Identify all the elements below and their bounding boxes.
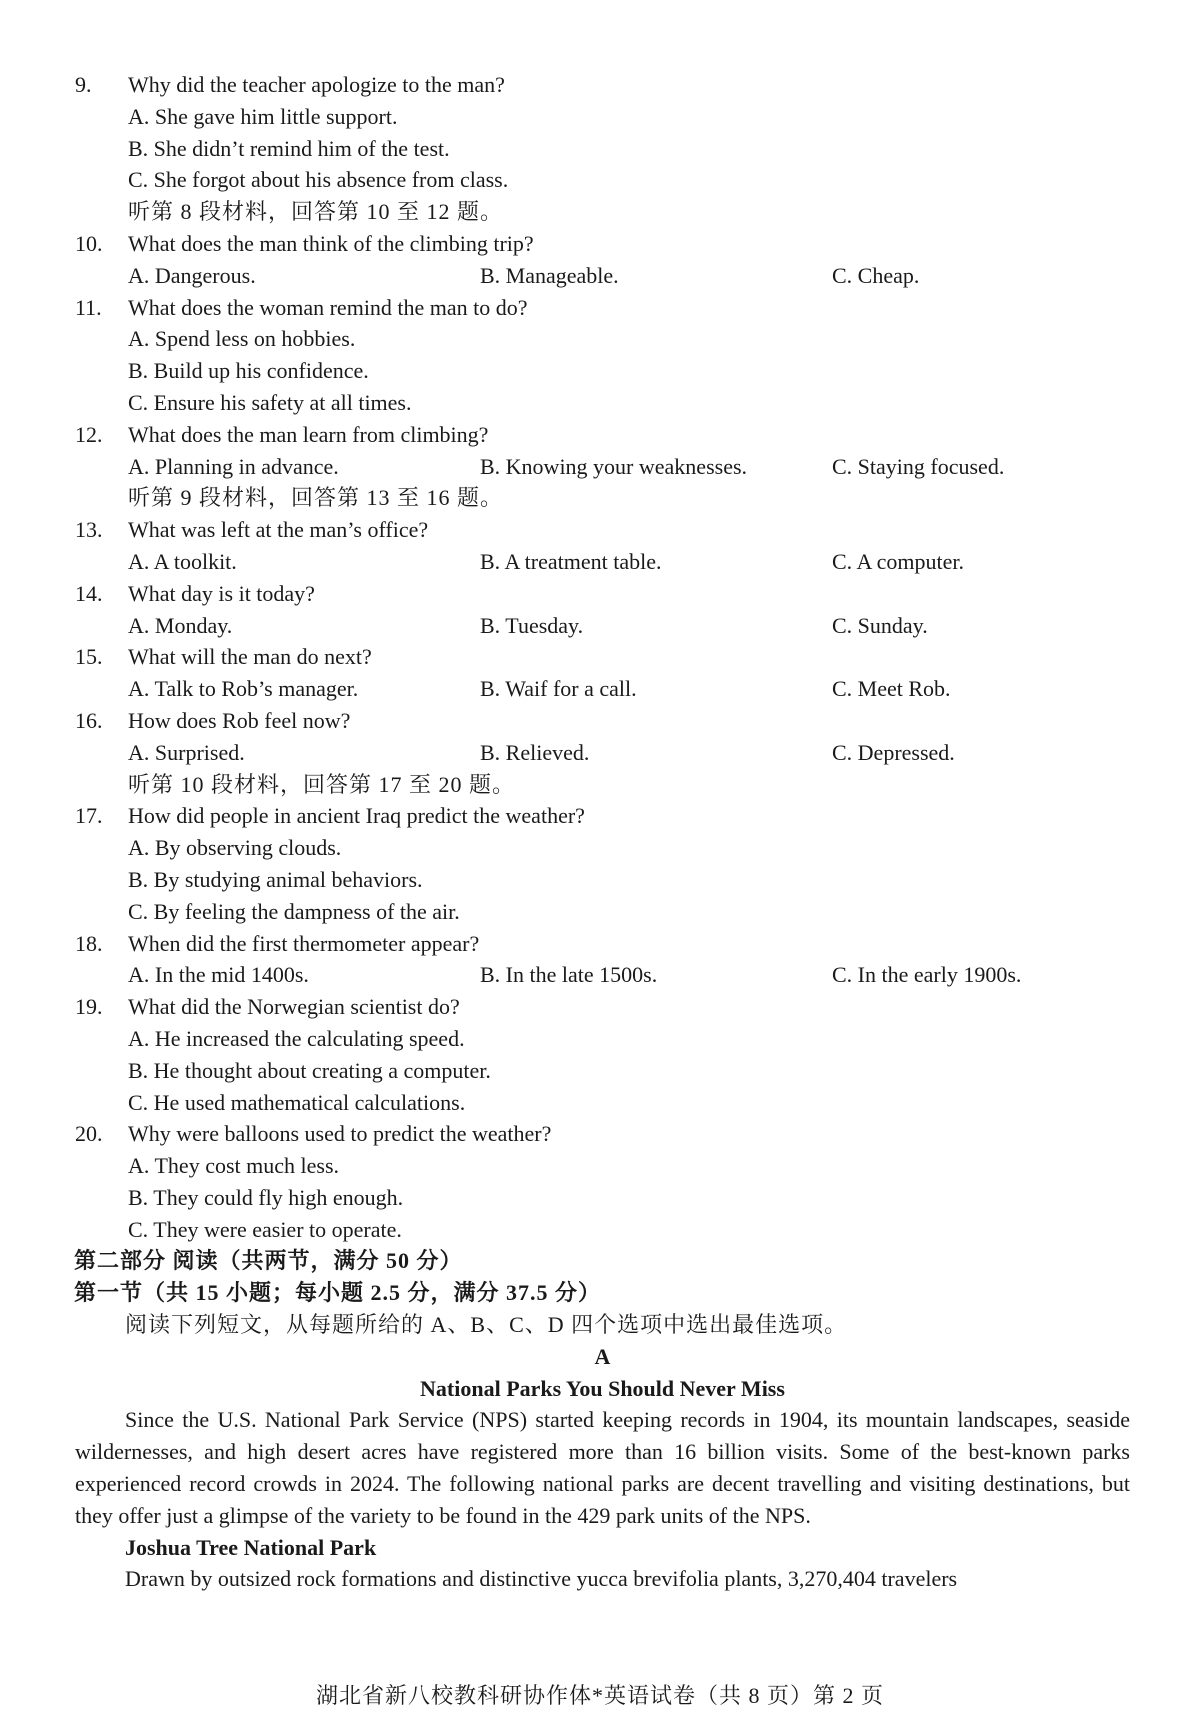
option-b: B. Tuesday. — [480, 612, 584, 638]
question-number: 17. — [75, 803, 103, 829]
segment-8-instruction: 听第 8 段材料，回答第 10 至 12 题。 — [128, 199, 504, 225]
segment-9-instruction: 听第 9 段材料，回答第 13 至 16 题。 — [128, 485, 504, 511]
question-number: 18. — [75, 930, 103, 956]
option-a: A. Surprised. — [128, 739, 245, 765]
question-stem: What does the man think of the climbing trip? — [128, 230, 534, 256]
options-row — [128, 959, 1130, 991]
option-c: C. In the early 1900s. — [832, 962, 1022, 988]
question-number: 13. — [75, 517, 103, 543]
question-stem: What did the Norwegian scientist do? — [128, 994, 460, 1020]
options-row — [128, 610, 1130, 642]
option-b: B. Relieved. — [480, 739, 590, 765]
question-stem: What was left at the man’s office? — [128, 517, 429, 543]
option-a: A. Monday. — [128, 612, 233, 638]
option-a: A. By observing clouds. — [128, 835, 342, 861]
option-a: A. They cost much less. — [128, 1153, 340, 1179]
question-12 — [75, 419, 1130, 483]
options-row — [128, 546, 1130, 578]
question-stem: How does Rob feel now? — [128, 707, 351, 733]
option-a: A. He increased the calculating speed. — [128, 1025, 465, 1051]
question-13 — [75, 514, 1130, 578]
option-b: B. By studying animal behaviors. — [128, 866, 423, 892]
question-17 — [75, 800, 1130, 927]
option-c: C. She forgot about his absence from class. — [128, 167, 509, 193]
passage-paragraph-1: Since the U.S. National Park Service (NPS) started keeping records in 1904, its mountain landscapes, seaside wildernesses, and high desert acres have registered more than 16 billion visits. Some of the best-known parks experienced record crowds in 2024. The following national parks are decent travelling and visiting destinations, but they offer just a glimpse of the variety to be found in the 429 park units of the NPS. — [75, 1407, 1130, 1528]
question-stem: What does the man learn from climbing? — [128, 421, 489, 447]
page-content — [75, 69, 1130, 1595]
question-stem: How did people in ancient Iraq predict the weather? — [128, 803, 585, 829]
segment-10-instruction: 听第 10 段材料，回答第 17 至 20 题。 — [128, 771, 516, 797]
option-a: A. Planning in advance. — [128, 453, 339, 479]
question-18 — [75, 928, 1130, 992]
question-10 — [75, 228, 1130, 292]
question-20 — [75, 1118, 1130, 1245]
option-b: B. In the late 1500s. — [480, 962, 658, 988]
option-c: C. A computer. — [832, 548, 964, 574]
option-c: C. Meet Rob. — [832, 676, 951, 702]
question-19 — [75, 991, 1130, 1118]
option-c: C. He used mathematical calculations. — [128, 1089, 466, 1115]
question-number: 19. — [75, 994, 103, 1020]
option-a: A. In the mid 1400s. — [128, 962, 309, 988]
question-stem: Why were balloons used to predict the weather? — [128, 1121, 552, 1147]
option-c: C. Depressed. — [832, 739, 955, 765]
page-footer: 湖北省新八校教科研协作体*英语试卷（共 8 页）第 2 页 — [315, 1683, 884, 1708]
option-b: B. Manageable. — [480, 262, 619, 288]
passage-title: National Parks You Should Never Miss — [420, 1375, 785, 1401]
question-number: 16. — [75, 707, 103, 733]
question-stem: What will the man do next? — [128, 644, 372, 670]
question-15 — [75, 641, 1130, 705]
question-number: 12. — [75, 421, 103, 447]
options-row — [128, 673, 1130, 705]
question-16 — [75, 705, 1130, 769]
option-c: C. Ensure his safety at all times. — [128, 389, 412, 415]
question-stem: What does the woman remind the man to do? — [128, 294, 528, 320]
option-b: B. She didn’t remind him of the test. — [128, 135, 450, 161]
option-c: C. Staying focused. — [832, 453, 1005, 479]
question-9 — [75, 69, 1130, 196]
option-a: A. Talk to Rob’s manager. — [128, 676, 359, 702]
question-number: 14. — [75, 580, 103, 606]
question-number: 15. — [75, 644, 103, 670]
option-b: B. They could fly high enough. — [128, 1184, 404, 1210]
question-number: 10. — [75, 230, 103, 256]
question-number: 11. — [75, 294, 102, 320]
part-2-heading: 第二部分 阅读（共两节，满分 50 分） — [74, 1248, 463, 1274]
question-stem: What day is it today? — [128, 580, 315, 606]
question-14 — [75, 578, 1130, 642]
question-number: 20. — [75, 1121, 103, 1147]
option-c: C. Cheap. — [832, 262, 920, 288]
section-1-heading: 第一节（共 15 小题；每小题 2.5 分，满分 37.5 分） — [74, 1280, 602, 1306]
passage-subheading: Joshua Tree National Park — [125, 1534, 377, 1560]
option-a: A. She gave him little support. — [128, 103, 398, 129]
option-b: B. Waif for a call. — [480, 676, 637, 702]
option-b: B. Build up his confidence. — [128, 358, 369, 384]
question-stem: When did the first thermometer appear? — [128, 930, 480, 956]
question-stem: Why did the teacher apologize to the man? — [128, 72, 505, 97]
options-row — [128, 451, 1130, 483]
passage-paragraph-2: Drawn by outsized rock formations and distinctive yucca brevifolia plants, 3,270,404 travelers — [125, 1566, 958, 1592]
option-c: C. By feeling the dampness of the air. — [128, 898, 460, 924]
option-c: C. Sunday. — [832, 612, 928, 638]
option-b: B. He thought about creating a computer. — [128, 1057, 491, 1083]
option-c: C. They were easier to operate. — [128, 1216, 402, 1242]
option-b: B. A treatment table. — [480, 548, 662, 574]
option-b: B. Knowing your weaknesses. — [480, 453, 748, 479]
question-number: 9. — [75, 72, 92, 97]
options-row — [128, 737, 1130, 769]
passage-label: A — [594, 1343, 611, 1369]
options-row — [128, 260, 1130, 292]
reading-instruction: 阅读下列短文，从每题所给的 A、B、C、D 四个选项中选出最佳选项。 — [125, 1312, 848, 1338]
option-a: A. A toolkit. — [128, 548, 237, 574]
option-a: A. Spend less on hobbies. — [128, 326, 356, 352]
option-a: A. Dangerous. — [128, 262, 256, 288]
question-11 — [75, 292, 1130, 419]
